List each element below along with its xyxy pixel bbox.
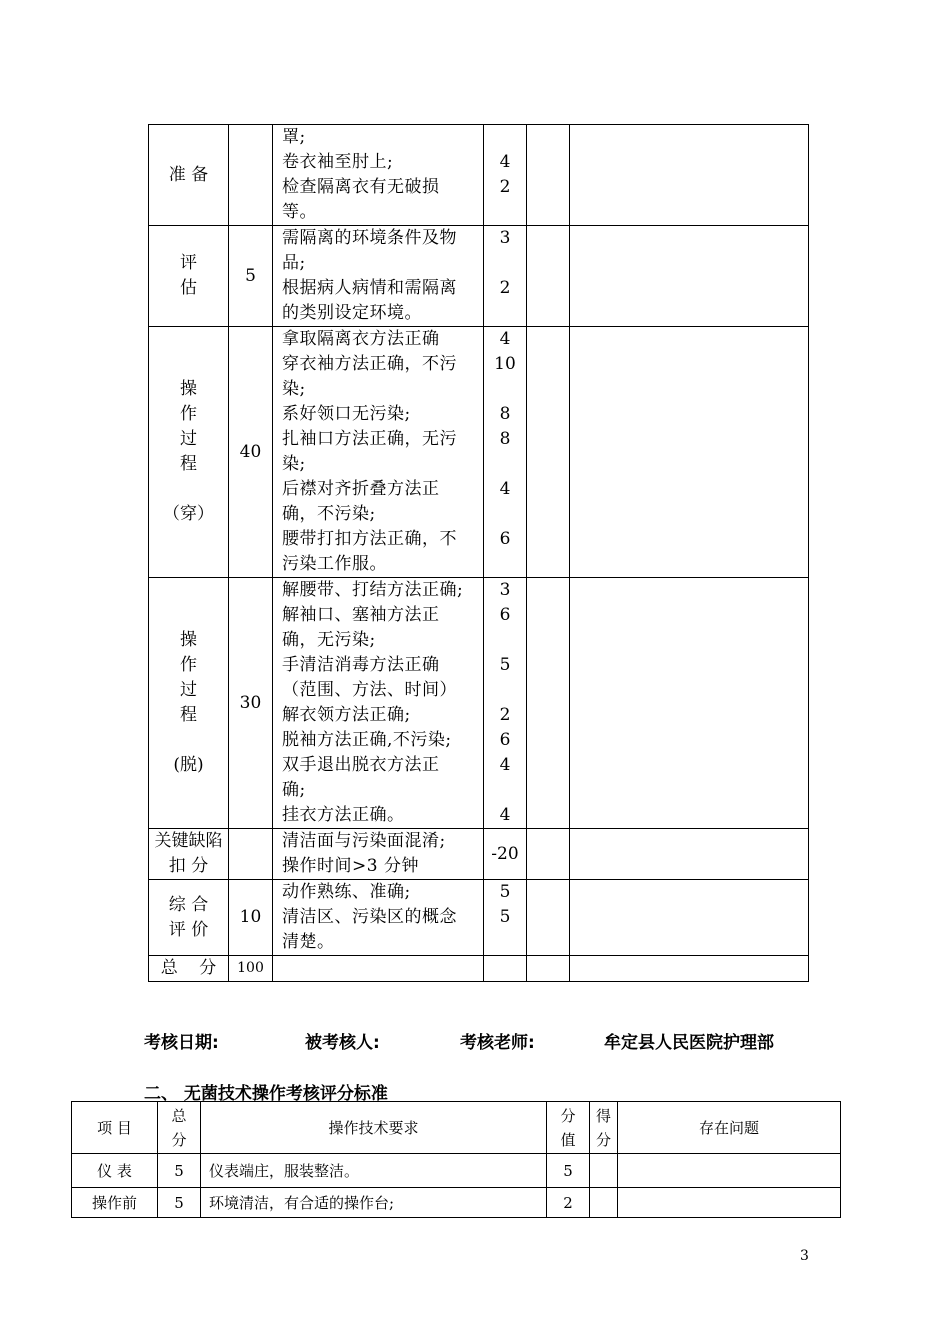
total-cell: 10: [229, 880, 273, 956]
total-label: 总 分: [149, 956, 229, 982]
table-row: [149, 125, 809, 226]
header-total: 总 分: [158, 1102, 201, 1154]
text-line: （范围、方法、时间）: [282, 680, 457, 700]
requirement-cell: [273, 829, 484, 880]
text-line: 需隔离的环境条件及物: [282, 228, 457, 248]
text-line: [484, 678, 526, 703]
text-line: 10: [494, 354, 516, 374]
text-line: 解袖口、塞袖方法正: [282, 605, 440, 625]
text-line: [484, 377, 526, 402]
issues-cell: [570, 327, 809, 578]
header-requirement: 操作技术要求: [201, 1102, 547, 1154]
text-line: [484, 125, 526, 150]
item-cell: 操作前: [72, 1188, 158, 1218]
category-cell: [149, 578, 229, 829]
text-line: 作: [180, 404, 197, 424]
got-cell: [527, 578, 570, 829]
text-line: （穿）: [163, 504, 214, 524]
item-cell: 仪 表: [72, 1154, 158, 1188]
text-line: 检查隔离衣有无破损: [282, 177, 440, 197]
requirement-cell: [273, 327, 484, 578]
text-line: 污染工作服。: [282, 554, 387, 574]
exam-date-label: 考核日期:: [144, 1033, 219, 1053]
total-cell: 5: [229, 226, 273, 327]
empty-cell: [570, 956, 809, 982]
text-line: 4: [499, 329, 511, 349]
got-cell: [527, 125, 570, 226]
page-number: 3: [800, 1248, 809, 1264]
text-line: (脱): [173, 755, 204, 775]
text-line: 脱袖方法正确,不污染;: [282, 730, 452, 750]
issues-cell: [570, 125, 809, 226]
text-line: 4: [499, 755, 511, 775]
text-line: 5: [499, 655, 511, 675]
text-line: 系好领口无污染;: [282, 404, 411, 424]
total-cell: 5: [158, 1154, 201, 1188]
text-line: 解衣领方法正确;: [282, 705, 411, 725]
text-line: [484, 778, 526, 803]
text-line: 腰带打扣方法正确，不: [282, 529, 457, 549]
issues-cell: [618, 1154, 841, 1188]
text-line: 染;: [282, 379, 306, 399]
requirement-cell: 仪表端庄，服装整洁。: [201, 1154, 547, 1188]
score-cell: [484, 327, 527, 578]
header-issues: 存在问题: [618, 1102, 841, 1154]
got-cell: [527, 327, 570, 578]
table-row: [149, 578, 809, 829]
requirement-cell: [273, 125, 484, 226]
text-line: 卷衣袖至肘上;: [282, 152, 394, 172]
issues-cell: [570, 578, 809, 829]
text-line: 的类别设定环境。: [282, 303, 422, 323]
text-line: 染;: [282, 454, 306, 474]
score-cell: 2: [547, 1188, 590, 1218]
text-line: 评 价: [168, 919, 209, 940]
text-line: 评: [180, 253, 197, 273]
score-cell: 5: [547, 1154, 590, 1188]
total-cell: 5: [158, 1188, 201, 1218]
score-cell: [484, 829, 527, 880]
got-cell: [527, 226, 570, 327]
category-cell: [149, 226, 229, 327]
text-line: 过: [180, 429, 197, 449]
text-line: 确;: [282, 780, 306, 800]
score-cell: [484, 880, 527, 956]
got-cell: [527, 829, 570, 880]
text-line: 穿衣袖方法正确，不污: [282, 354, 457, 374]
requirement-cell: 环境清洁，有合适的操作台;: [201, 1188, 547, 1218]
issues-cell: [618, 1188, 841, 1218]
text-line: 准 备: [168, 164, 209, 185]
got-cell: [590, 1188, 618, 1218]
signature-line: [0, 1028, 950, 1054]
text-line: 扎袖口方法正确，无污: [282, 429, 457, 449]
requirement-cell: [273, 880, 484, 956]
examiner-label: 考核老师:: [460, 1033, 535, 1053]
text-line: 清洁区、污染区的概念: [282, 907, 457, 927]
text-line: 8: [499, 404, 511, 424]
text-line: 6: [499, 605, 511, 625]
table-header-row: [72, 1102, 841, 1154]
text-line: [484, 251, 526, 276]
text-line: 操: [180, 630, 197, 650]
text-line: 后襟对齐折叠方法正: [282, 479, 440, 499]
text-line: 拿取隔离衣方法正确: [282, 329, 440, 349]
text-line: [484, 200, 526, 225]
text-line: 扣 分: [168, 856, 209, 876]
category-cell: [149, 125, 229, 226]
requirement-cell: [273, 226, 484, 327]
text-line: [484, 452, 526, 477]
text-line: 品;: [282, 253, 306, 273]
aseptic-score-table: [71, 1101, 841, 1218]
text-line: 5: [499, 907, 511, 927]
text-line: 2: [499, 177, 511, 197]
text-line: 清洁面与污染面混淆;: [282, 831, 446, 851]
examinee-label: 被考核人:: [305, 1033, 380, 1053]
table-row: [149, 327, 809, 578]
got-cell: [527, 880, 570, 956]
category-cell: [149, 829, 229, 880]
score-table: [148, 124, 809, 982]
text-line: [484, 552, 526, 577]
empty-cell: [484, 956, 527, 982]
text-line: 作: [180, 655, 197, 675]
text-line: 动作熟练、准确;: [282, 882, 411, 902]
category-cell: [149, 880, 229, 956]
table-row: [72, 1154, 841, 1188]
text-line: 操: [180, 379, 197, 399]
text-line: 手清洁消毒方法正确: [282, 655, 440, 675]
text-line: 6: [499, 730, 511, 750]
requirement-cell: [273, 578, 484, 829]
text-line: 程: [180, 705, 197, 725]
text-line: 估: [180, 278, 197, 298]
text-line: [149, 477, 228, 502]
text-line: -20: [491, 843, 519, 864]
text-line: 挂衣方法正确。: [282, 805, 405, 825]
section-title: 二、 无菌技术操作考核评分标准: [144, 1084, 388, 1104]
text-line: 3: [499, 580, 511, 600]
text-line: 5: [499, 882, 511, 902]
total-cell: 40: [229, 327, 273, 578]
issues-cell: [570, 829, 809, 880]
header-score: 分 值: [547, 1102, 590, 1154]
total-value: 100: [229, 956, 273, 982]
text-line: 8: [499, 429, 511, 449]
text-line: 确，不污染;: [282, 504, 376, 524]
table-row: [149, 226, 809, 327]
total-cell: 30: [229, 578, 273, 829]
empty-cell: [273, 956, 484, 982]
category-cell: [149, 327, 229, 578]
text-line: 解腰带、打结方法正确;: [282, 580, 464, 600]
header-item: 项 目: [72, 1102, 158, 1154]
text-line: [484, 930, 526, 955]
text-line: 4: [499, 479, 511, 499]
department-name: 牟定县人民医院护理部: [604, 1033, 774, 1053]
text-line: 4: [499, 152, 511, 172]
text-line: [484, 502, 526, 527]
got-cell: [590, 1154, 618, 1188]
text-line: 清楚。: [282, 932, 335, 952]
table-row: [149, 829, 809, 880]
score-cell: [484, 578, 527, 829]
text-line: 过: [180, 680, 197, 700]
text-line: 等。: [282, 202, 317, 222]
text-line: 3: [499, 228, 511, 248]
text-line: [149, 728, 228, 753]
score-cell: [484, 226, 527, 327]
text-line: 2: [499, 278, 511, 298]
text-line: [484, 628, 526, 653]
text-line: 确，无污染;: [282, 630, 376, 650]
text-line: 程: [180, 454, 197, 474]
text-line: 4: [499, 805, 511, 825]
text-line: 罩;: [282, 127, 306, 147]
text-line: 综 合: [168, 894, 209, 915]
text-line: 2: [499, 705, 511, 725]
text-line: 6: [499, 529, 511, 549]
issues-cell: [570, 226, 809, 327]
text-line: 双手退出脱衣方法正: [282, 755, 440, 775]
text-line: 操作时间>3 分钟: [282, 856, 419, 876]
total-row: [149, 956, 809, 982]
header-got: 得 分: [590, 1102, 618, 1154]
text-line: [484, 301, 526, 326]
total-cell: [229, 829, 273, 880]
issues-cell: [570, 880, 809, 956]
text-line: 关键缺陷: [154, 831, 223, 851]
table-row: [149, 880, 809, 956]
table-row: [72, 1188, 841, 1218]
text-line: 根据病人病情和需隔离: [282, 278, 457, 298]
score-cell: [484, 125, 527, 226]
empty-cell: [527, 956, 570, 982]
total-cell: [229, 125, 273, 226]
